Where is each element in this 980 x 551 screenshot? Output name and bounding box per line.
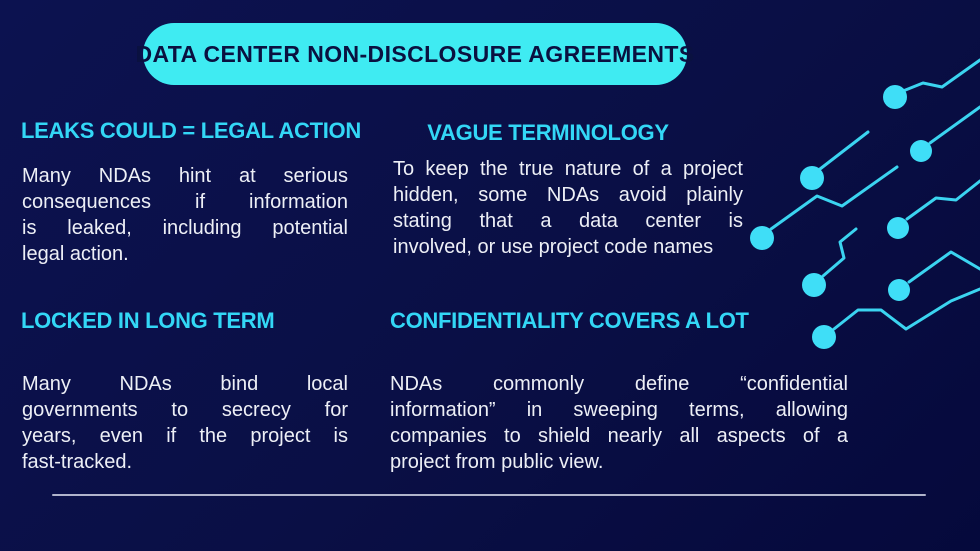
section-body-confidentiality xyxy=(390,371,848,475)
section-heading-confidentiality: CONFIDENTIALITY COVERS A LOT xyxy=(390,308,749,333)
body-line: stating that a data center is xyxy=(393,210,743,232)
body-line: involved, or use project code names xyxy=(393,236,714,258)
body-line: legal action. xyxy=(22,243,129,265)
body-line: companies to shield nearly all aspects of a xyxy=(390,425,848,447)
section-body-leaks xyxy=(22,163,348,267)
body-line: NDAs commonly define “confidential xyxy=(390,373,848,395)
section-heading-vague: VAGUE TERMINOLOGY xyxy=(427,120,669,145)
body-line: years, even if the project is xyxy=(22,425,348,447)
body-line: project from public view. xyxy=(390,451,604,473)
body-line: information” in sweeping terms, allowing xyxy=(390,399,848,421)
bottom-rule-line xyxy=(52,494,926,496)
section-body-vague xyxy=(393,156,743,260)
body-line: consequences if information xyxy=(22,191,348,213)
section-heading-leaks: LEAKS COULD = LEGAL ACTION xyxy=(21,118,361,143)
body-line: fast-tracked. xyxy=(22,451,133,473)
body-line: Many NDAs bind local xyxy=(22,373,348,395)
title-pill xyxy=(135,23,695,85)
body-line: Many NDAs hint at serious xyxy=(22,165,348,187)
page-title: DATA CENTER NON-DISCLOSURE AGREEMENTS xyxy=(135,40,695,67)
body-line: To keep the true nature of a project xyxy=(393,158,743,180)
body-line: is leaked, including potential xyxy=(22,217,348,239)
body-line: hidden, some NDAs avoid plainly xyxy=(393,184,743,206)
section-heading-locked: LOCKED IN LONG TERM xyxy=(21,308,275,333)
section-body-locked xyxy=(22,371,348,475)
body-line: governments to secrecy for xyxy=(22,399,348,421)
